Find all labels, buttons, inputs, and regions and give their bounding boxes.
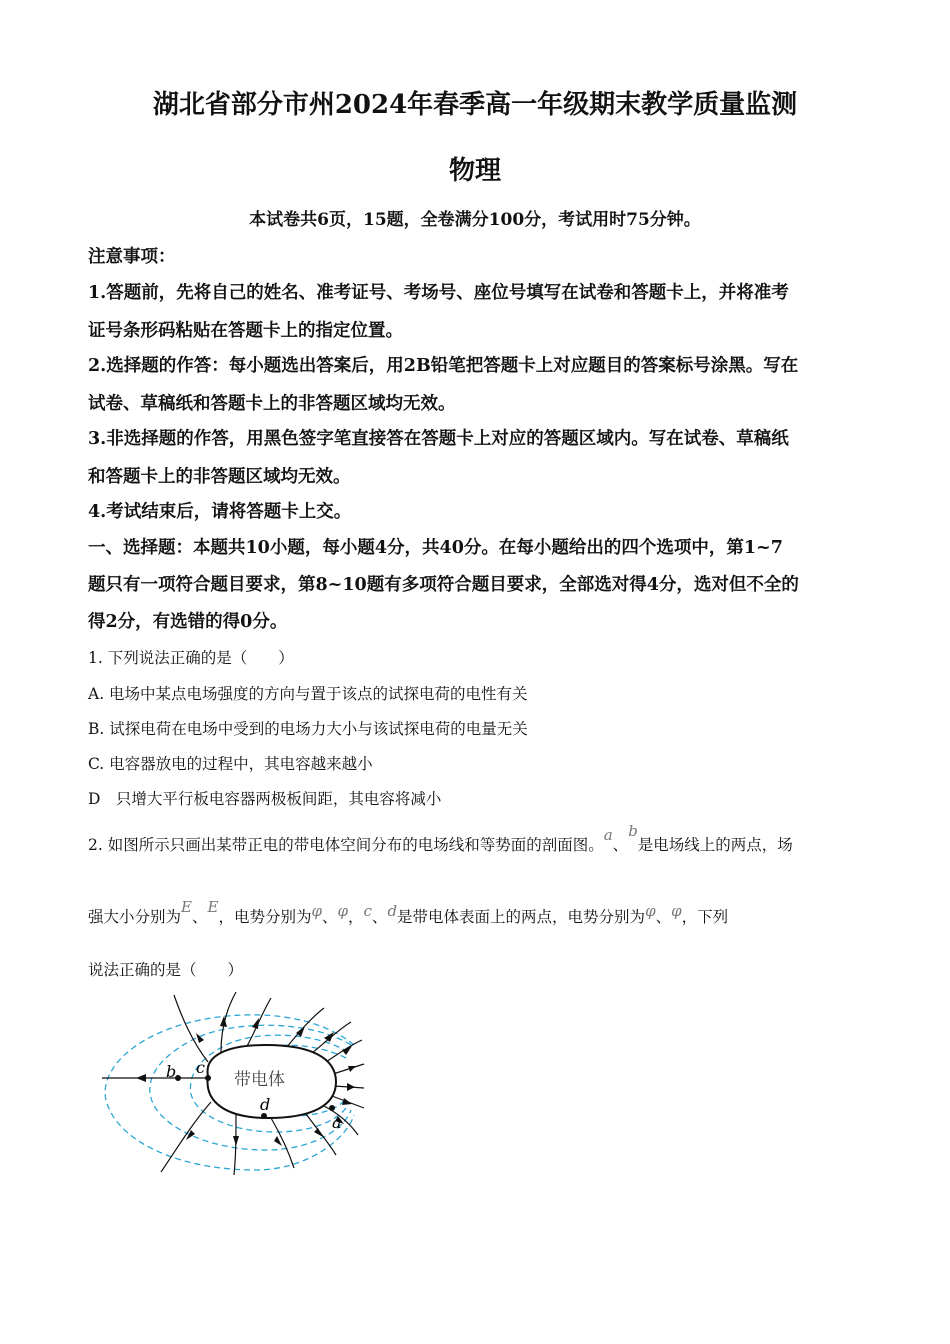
- symbol-d: d: [387, 902, 398, 920]
- separator: 、: [655, 908, 672, 926]
- notice-line: 2.选择题的作答：每小题选出答案后，用2B铅笔把答题卡上对应题目的答案标号涂黑。写在: [88, 356, 799, 376]
- label-d: d: [260, 1095, 271, 1114]
- q2-text: ，: [348, 908, 364, 926]
- q2-line-2: [88, 898, 729, 927]
- separator: 、: [612, 836, 629, 854]
- notice-line: 4.考试结束后，请将答题卡上交。: [88, 502, 352, 522]
- symbol-c: c: [363, 902, 372, 920]
- arrow-head: [324, 1032, 334, 1042]
- electric-field-figure: [96, 990, 366, 1180]
- exam-info: 本试卷共6页，15题，全卷满分100分，考试用时75分钟。: [249, 210, 701, 230]
- label-b: b: [166, 1062, 177, 1081]
- section-heading-line: 题只有一项符合题目要求，第8~10题有多项符合题目要求，全部选对得4分，选对但不全的: [88, 575, 799, 595]
- notice-line: 试卷、草稿纸和答题卡上的非答题区域均无效。: [88, 394, 456, 414]
- separator: 、: [321, 908, 338, 926]
- notice-line: 和答题卡上的非答题区域均无效。: [88, 467, 351, 487]
- q2-line-3: 说法正确的是（ ）: [88, 961, 244, 979]
- symbol-phi-b: φ: [337, 902, 348, 920]
- arrow-head: [252, 1018, 259, 1029]
- point-a: [329, 1105, 335, 1111]
- arrow-head: [314, 1128, 323, 1137]
- q2-text: 2. 如图所示只画出某带正电的带电体空间分布的电场线和等势面的剖面图。: [88, 836, 604, 854]
- symbol-b: b: [628, 822, 638, 840]
- section-heading-line: 一、选择题：本题共10小题，每小题4分，共40分。在每小题给出的四个选项中，第1~7: [88, 538, 783, 558]
- symbol-a: a: [603, 826, 613, 844]
- q1-option-a: A. 电场中某点电场强度的方向与置于该点的试探电荷的电性有关: [88, 685, 528, 703]
- arrow-head: [347, 1083, 355, 1091]
- q2-line-1: [88, 822, 793, 855]
- arrow-head: [348, 1066, 356, 1072]
- arrow-head: [136, 1074, 146, 1082]
- notice-line: 1.答题前，先将自己的姓名、准考证号、考场号、座位号填写在试卷和答题卡上，并将准考: [88, 283, 789, 303]
- field-line: [286, 1008, 324, 1048]
- section-heading-line: 得2分，有选错的得0分。: [88, 612, 288, 632]
- charged-body-label: 带电体: [234, 1070, 285, 1090]
- q2-text: ，下列: [681, 908, 729, 926]
- notice-line: 3.非选择题的作答，用黑色签字笔直接答在答题卡上对应的答题区域内。写在试卷、草稿纸: [88, 429, 789, 449]
- notice-line: 证号条形码粘贴在答题卡上的指定位置。: [88, 321, 403, 341]
- label-a: a: [332, 1113, 342, 1132]
- arrow-head: [186, 1130, 195, 1140]
- q1-stem: 1. 下列说法正确的是（ ）: [88, 649, 294, 667]
- label-c: c: [196, 1058, 205, 1077]
- notice-heading: 注意事项：: [88, 247, 176, 267]
- q1-option-b: B. 试探电荷在电场中受到的电场力大小与该试探电荷的电量无关: [88, 720, 528, 738]
- separator: 、: [371, 908, 388, 926]
- arrow-head: [342, 1046, 352, 1055]
- arrow-head: [196, 1033, 204, 1043]
- q1-option-c: C. 电容器放电的过程中，其电容越来越小: [88, 755, 373, 773]
- arrow-head: [342, 1098, 352, 1105]
- q2-text: 强大小分别为: [88, 908, 182, 926]
- q1-option-d: D 只增大平行板电容器两极板间距，其电容将减小: [88, 790, 442, 808]
- exam-title: 湖北省部分市州2024年春季高一年级期末教学质量监测: [152, 90, 798, 120]
- arrow-head: [233, 1136, 239, 1146]
- symbol-phi-d: φ: [671, 902, 682, 920]
- subject-title: 物理: [448, 156, 501, 186]
- symbol-Ea: E: [181, 898, 192, 916]
- point-c: [205, 1075, 211, 1081]
- q2-text: 是电场线上的两点，场: [637, 836, 793, 854]
- symbol-Eb: E: [207, 898, 219, 916]
- q2-text: 是带电体表面上的两点，电势分别为: [397, 908, 646, 926]
- separator: 、: [191, 908, 208, 926]
- symbol-phi-c: φ: [645, 902, 656, 920]
- symbol-phi-a: φ: [311, 902, 322, 920]
- arrow-head: [274, 1136, 282, 1146]
- field-line: [174, 995, 208, 1062]
- q2-text: ，电势分别为: [218, 908, 312, 926]
- field-line: [333, 1064, 364, 1074]
- field-line: [271, 1118, 294, 1168]
